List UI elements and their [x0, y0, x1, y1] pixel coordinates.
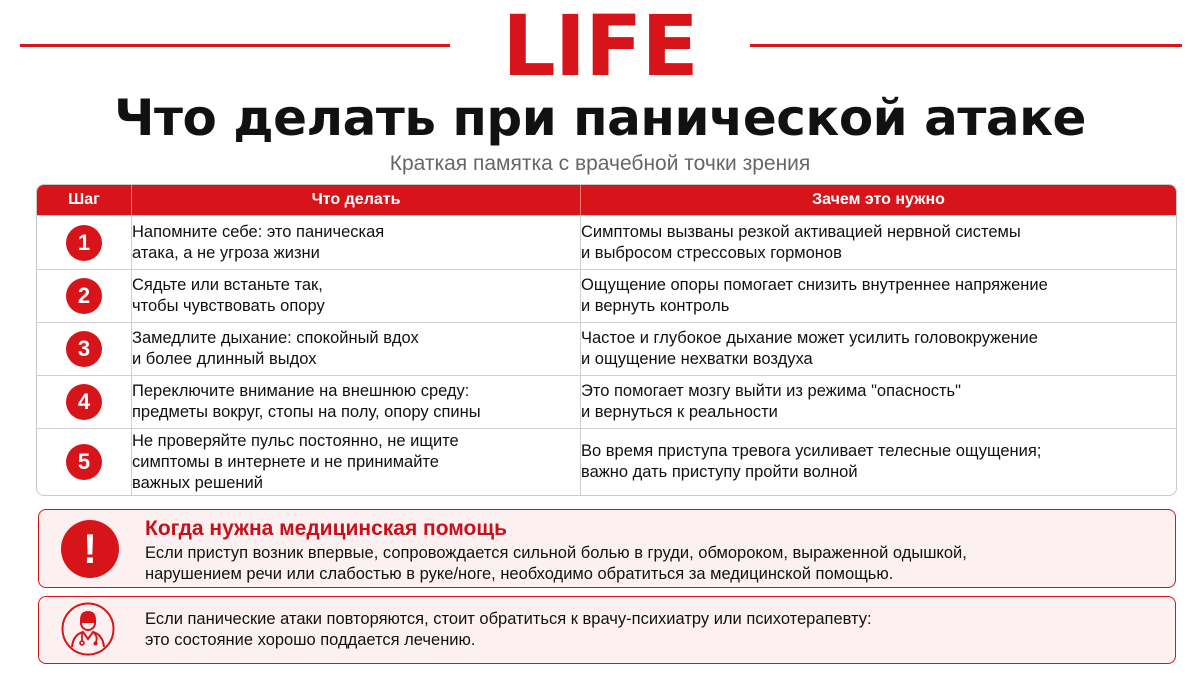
step-action-line: предметы вокруг, стопы на полу, опору спины: [132, 403, 481, 421]
step-number-badge: 5: [66, 444, 102, 480]
steps-table: [36, 184, 1177, 496]
step-action-cell: [132, 215, 581, 269]
step-number-badge: 3: [66, 331, 102, 367]
page-title: Что делать при панической атаке: [114, 89, 1086, 147]
warning-line: нарушением речи или слабостью в руке/ноге, необходимо обратиться за медицинской помощью.: [145, 565, 894, 583]
doctor-icon: [61, 602, 115, 656]
step-number-badge: 1: [66, 225, 102, 261]
warning-text: [145, 543, 1155, 585]
step-action-line: важных решений: [132, 473, 263, 492]
step-number-badge: 2: [66, 278, 102, 314]
step-number-cell: [37, 428, 132, 495]
exclamation-icon: !: [61, 520, 119, 578]
info-line: это состояние хорошо поддается лечению.: [145, 631, 476, 649]
step-reason-line: и выбросом стрессовых гормонов: [581, 243, 842, 262]
step-reason-line: Это помогает мозгу выйти из режима "опасность": [581, 382, 962, 400]
table-row: [37, 428, 1176, 495]
step-reason-line: и вернуться к реальности: [581, 403, 778, 421]
step-number-cell: [37, 269, 132, 322]
column-header-step: Шаг: [37, 185, 132, 215]
step-reason-cell: [581, 322, 1176, 375]
step-action-line: и более длинный выдох: [132, 350, 317, 368]
step-reason-cell: [581, 269, 1176, 322]
step-action-line: симптомы в интернете и не принимайте: [132, 452, 439, 471]
column-header-why: Зачем это нужно: [581, 185, 1176, 215]
step-action-line: чтобы чувствовать опору: [132, 297, 325, 315]
step-action-line: Переключите внимание на внешнюю среду:: [132, 382, 470, 400]
table-row: [37, 322, 1176, 375]
column-header-what: Что делать: [132, 185, 581, 215]
step-number-cell: [37, 375, 132, 428]
step-number-cell: [37, 215, 132, 269]
step-reason-line: Частое и глубокое дыхание может усилить головокружение: [581, 329, 1038, 347]
step-reason-line: важно дать приступу пройти волной: [581, 463, 858, 481]
step-action-cell: [132, 269, 581, 322]
table-header-row: [37, 185, 1176, 215]
table-row: [37, 215, 1176, 269]
step-reason-cell: [581, 215, 1176, 269]
warning-line: Если приступ возник впервые, сопровождается сильной болью в груди, обмороком, выраженной одышкой,: [145, 544, 967, 562]
step-reason-line: Симптомы вызваны резкой активацией нервной системы: [581, 222, 1021, 241]
table-row: [37, 269, 1176, 322]
step-number-cell: [37, 322, 132, 375]
step-reason-line: Во время приступа тревога усиливает телесные ощущения;: [581, 442, 1042, 460]
step-reason-line: Ощущение опоры помогает снизить внутреннее напряжение: [581, 276, 1048, 294]
step-reason-line: и ощущение нехватки воздуха: [581, 350, 813, 368]
doctor-advice-box: [38, 596, 1176, 664]
warning-title: Когда нужна медицинская помощь: [145, 517, 508, 540]
header-rule-left: [20, 44, 450, 47]
header-rule-right: [750, 44, 1182, 47]
page-subtitle: Краткая памятка с врачебной точки зрения: [389, 152, 811, 175]
step-reason-cell: [581, 428, 1176, 495]
info-text: [145, 609, 1155, 651]
table-row: [37, 375, 1176, 428]
step-action-line: Не проверяйте пульс постоянно, не ищите: [132, 431, 459, 450]
life-logo: LIFE: [502, 0, 698, 95]
step-action-line: Напомните себе: это паническая: [132, 222, 385, 241]
step-action-line: Сядьте или встаньте так,: [132, 276, 323, 294]
medical-help-warning-box: [38, 509, 1176, 588]
step-reason-cell: [581, 375, 1176, 428]
step-action-cell: [132, 322, 581, 375]
step-action-cell: [132, 375, 581, 428]
step-action-line: атака, а не угроза жизни: [132, 243, 320, 262]
step-action-cell: [132, 428, 581, 495]
step-action-line: Замедлите дыхание: спокойный вдох: [132, 329, 419, 347]
step-reason-line: и вернуть контроль: [581, 297, 730, 315]
step-number-badge: 4: [66, 384, 102, 420]
info-line: Если панические атаки повторяются, стоит обратиться к врачу-психиатру или психотерапевту:: [145, 610, 872, 628]
